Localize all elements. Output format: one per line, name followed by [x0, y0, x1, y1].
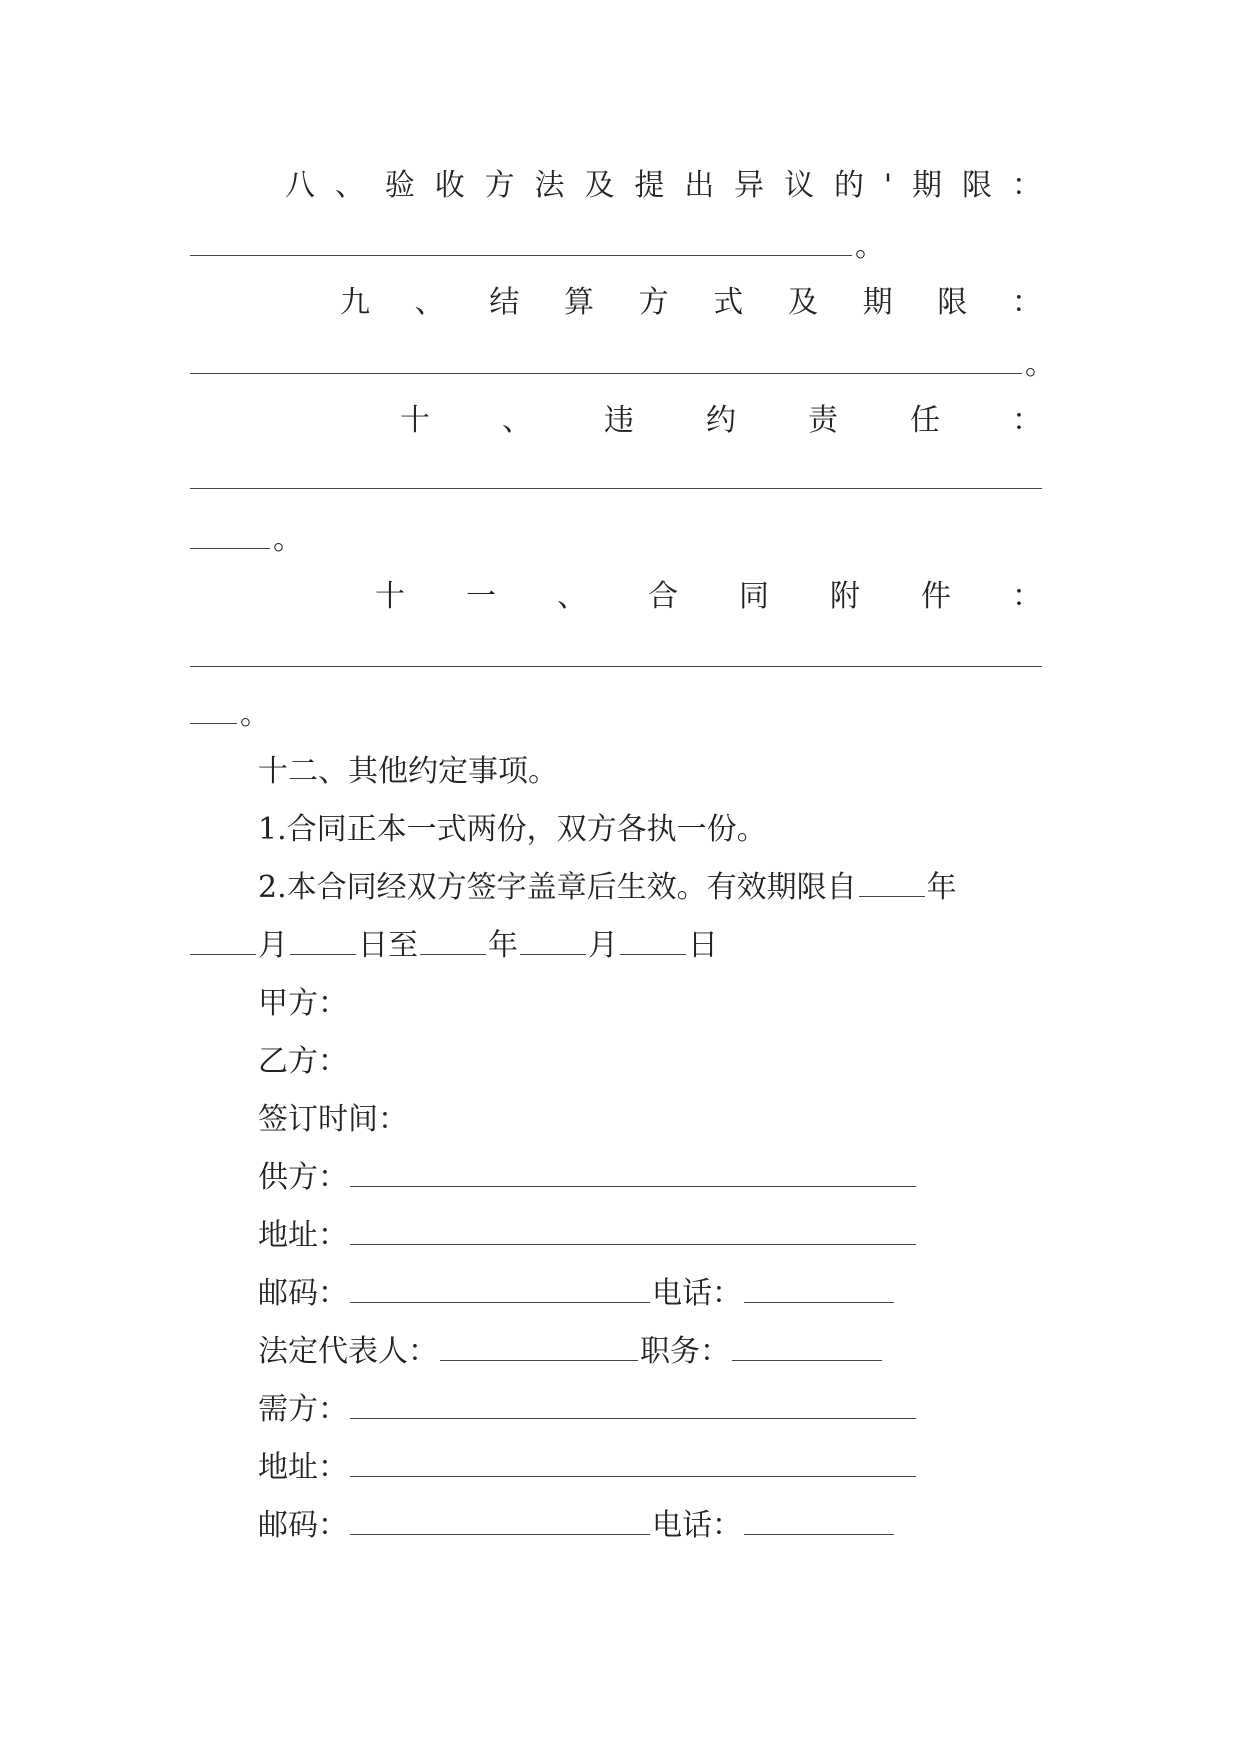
start-year-blank[interactable]	[859, 895, 925, 897]
s10-char: 约	[706, 403, 736, 438]
supplier-name-label: 供方：	[258, 1160, 348, 1195]
section-11-blank-line-2[interactable]	[190, 723, 237, 724]
buyer-address-field[interactable]	[350, 1475, 916, 1477]
clause-2-continued	[190, 926, 718, 966]
supplier-address-row	[258, 1216, 918, 1256]
s8-char: 法	[534, 168, 565, 203]
s8-char: 异	[734, 168, 765, 203]
s11-char: ：	[1012, 579, 1042, 614]
s11-char: 同	[739, 579, 769, 614]
buyer-postcode-field[interactable]	[350, 1533, 650, 1535]
end-year-blank[interactable]	[420, 953, 486, 955]
supplier-postcode-field[interactable]	[350, 1301, 650, 1303]
s9-char: 方	[638, 285, 669, 320]
section-8-blank[interactable]	[190, 255, 852, 256]
supplier-position-field[interactable]	[732, 1359, 882, 1361]
s8-char: 议	[784, 168, 815, 203]
s8-char: 限	[961, 168, 992, 203]
s11-char: 一	[466, 579, 496, 614]
clause-2-text: 2.本合同经双方签字盖章后生效。有效期限自	[258, 870, 857, 905]
clause-2	[258, 868, 957, 908]
s11-char: 、	[557, 579, 587, 614]
section-12-heading: 十二、其他约定事项。	[258, 754, 558, 789]
section-10-heading	[400, 401, 1042, 441]
section-10-blank-line-2[interactable]	[190, 548, 270, 549]
s8-char: ：	[1011, 168, 1042, 203]
s8-char: 的	[833, 168, 864, 203]
section-9-heading	[340, 283, 1042, 323]
section-9-end: 。	[1025, 347, 1055, 382]
clause-1: 1.合同正本一式两份，双方各执一份。	[258, 812, 767, 847]
clause-2-year: 年	[926, 870, 957, 905]
end-year-label: 年	[488, 928, 518, 963]
buyer-name-field[interactable]	[350, 1417, 916, 1419]
supplier-postcode-row	[258, 1274, 896, 1314]
s10-char: ：	[1012, 403, 1042, 438]
s8-char: 提	[634, 168, 665, 203]
s9-char: 限	[937, 285, 968, 320]
s11-char: 附	[830, 579, 860, 614]
start-month-label: 月	[258, 928, 288, 963]
end-month-blank[interactable]	[520, 953, 586, 955]
supplier-position-label: 职务：	[640, 1334, 730, 1369]
s9-char: 式	[713, 285, 744, 320]
section-8-heading	[285, 166, 1042, 206]
s9-char: 及	[787, 285, 818, 320]
s8-char: 及	[584, 168, 615, 203]
s11-char: 合	[648, 579, 678, 614]
supplier-phone-label: 电话：	[652, 1276, 742, 1311]
s8-char: 八	[285, 168, 315, 203]
section-10-blank-line-1[interactable]	[190, 488, 1042, 489]
buyer-name-label: 需方：	[258, 1392, 348, 1427]
supplier-rep-field[interactable]	[440, 1359, 638, 1361]
supplier-phone-field[interactable]	[744, 1301, 894, 1303]
s8-char: 方	[484, 168, 515, 203]
s8-char: '	[883, 168, 893, 203]
s10-char: 责	[808, 403, 838, 438]
section-11-end: 。	[240, 697, 270, 732]
end-month-label: 月	[588, 928, 618, 963]
s10-char: 十	[400, 403, 430, 438]
s9-char: ：	[1011, 285, 1042, 320]
buyer-postcode-row	[258, 1506, 896, 1546]
s11-char: 件	[921, 579, 951, 614]
supplier-name-field[interactable]	[350, 1185, 916, 1187]
start-day-to-label: 日至	[358, 928, 418, 963]
s8-char: 收	[434, 168, 465, 203]
buyer-phone-label: 电话：	[652, 1508, 742, 1543]
end-day-blank[interactable]	[620, 953, 686, 955]
party-a-label: 甲方：	[258, 986, 348, 1021]
s10-char: 、	[502, 403, 532, 438]
section-8-end: 。	[855, 229, 885, 264]
supplier-rep-label: 法定代表人：	[258, 1334, 438, 1369]
s9-char: 结	[489, 285, 520, 320]
section-11-blank-line-1[interactable]	[190, 666, 1042, 667]
s10-char: 违	[604, 403, 634, 438]
supplier-postcode-label: 邮码：	[258, 1276, 348, 1311]
s11-char: 十	[375, 579, 405, 614]
supplier-name-row	[258, 1158, 918, 1198]
supplier-rep-row	[258, 1332, 884, 1372]
sign-time-label: 签订时间：	[258, 1102, 408, 1137]
s9-char: 、	[414, 285, 445, 320]
section-10-end: 。	[273, 522, 303, 557]
s10-char: 任	[910, 403, 940, 438]
buyer-phone-field[interactable]	[744, 1533, 894, 1535]
s8-char: 、	[334, 168, 365, 203]
end-day-label: 日	[688, 928, 718, 963]
buyer-address-label: 地址：	[258, 1450, 348, 1485]
s8-char: 出	[684, 168, 715, 203]
s9-char: 期	[862, 285, 893, 320]
buyer-postcode-label: 邮码：	[258, 1508, 348, 1543]
start-month-blank[interactable]	[190, 953, 256, 955]
supplier-address-field[interactable]	[350, 1243, 916, 1245]
s8-char: 验	[384, 168, 415, 203]
start-day-blank[interactable]	[290, 953, 356, 955]
party-b-label: 乙方：	[258, 1044, 348, 1079]
section-9-blank[interactable]	[190, 373, 1022, 374]
buyer-name-row	[258, 1390, 918, 1430]
buyer-address-row	[258, 1448, 918, 1488]
section-11-heading	[375, 577, 1042, 617]
supplier-address-label: 地址：	[258, 1218, 348, 1253]
s9-char: 算	[563, 285, 594, 320]
s8-char: 期	[912, 168, 943, 203]
s9-char: 九	[340, 285, 370, 320]
